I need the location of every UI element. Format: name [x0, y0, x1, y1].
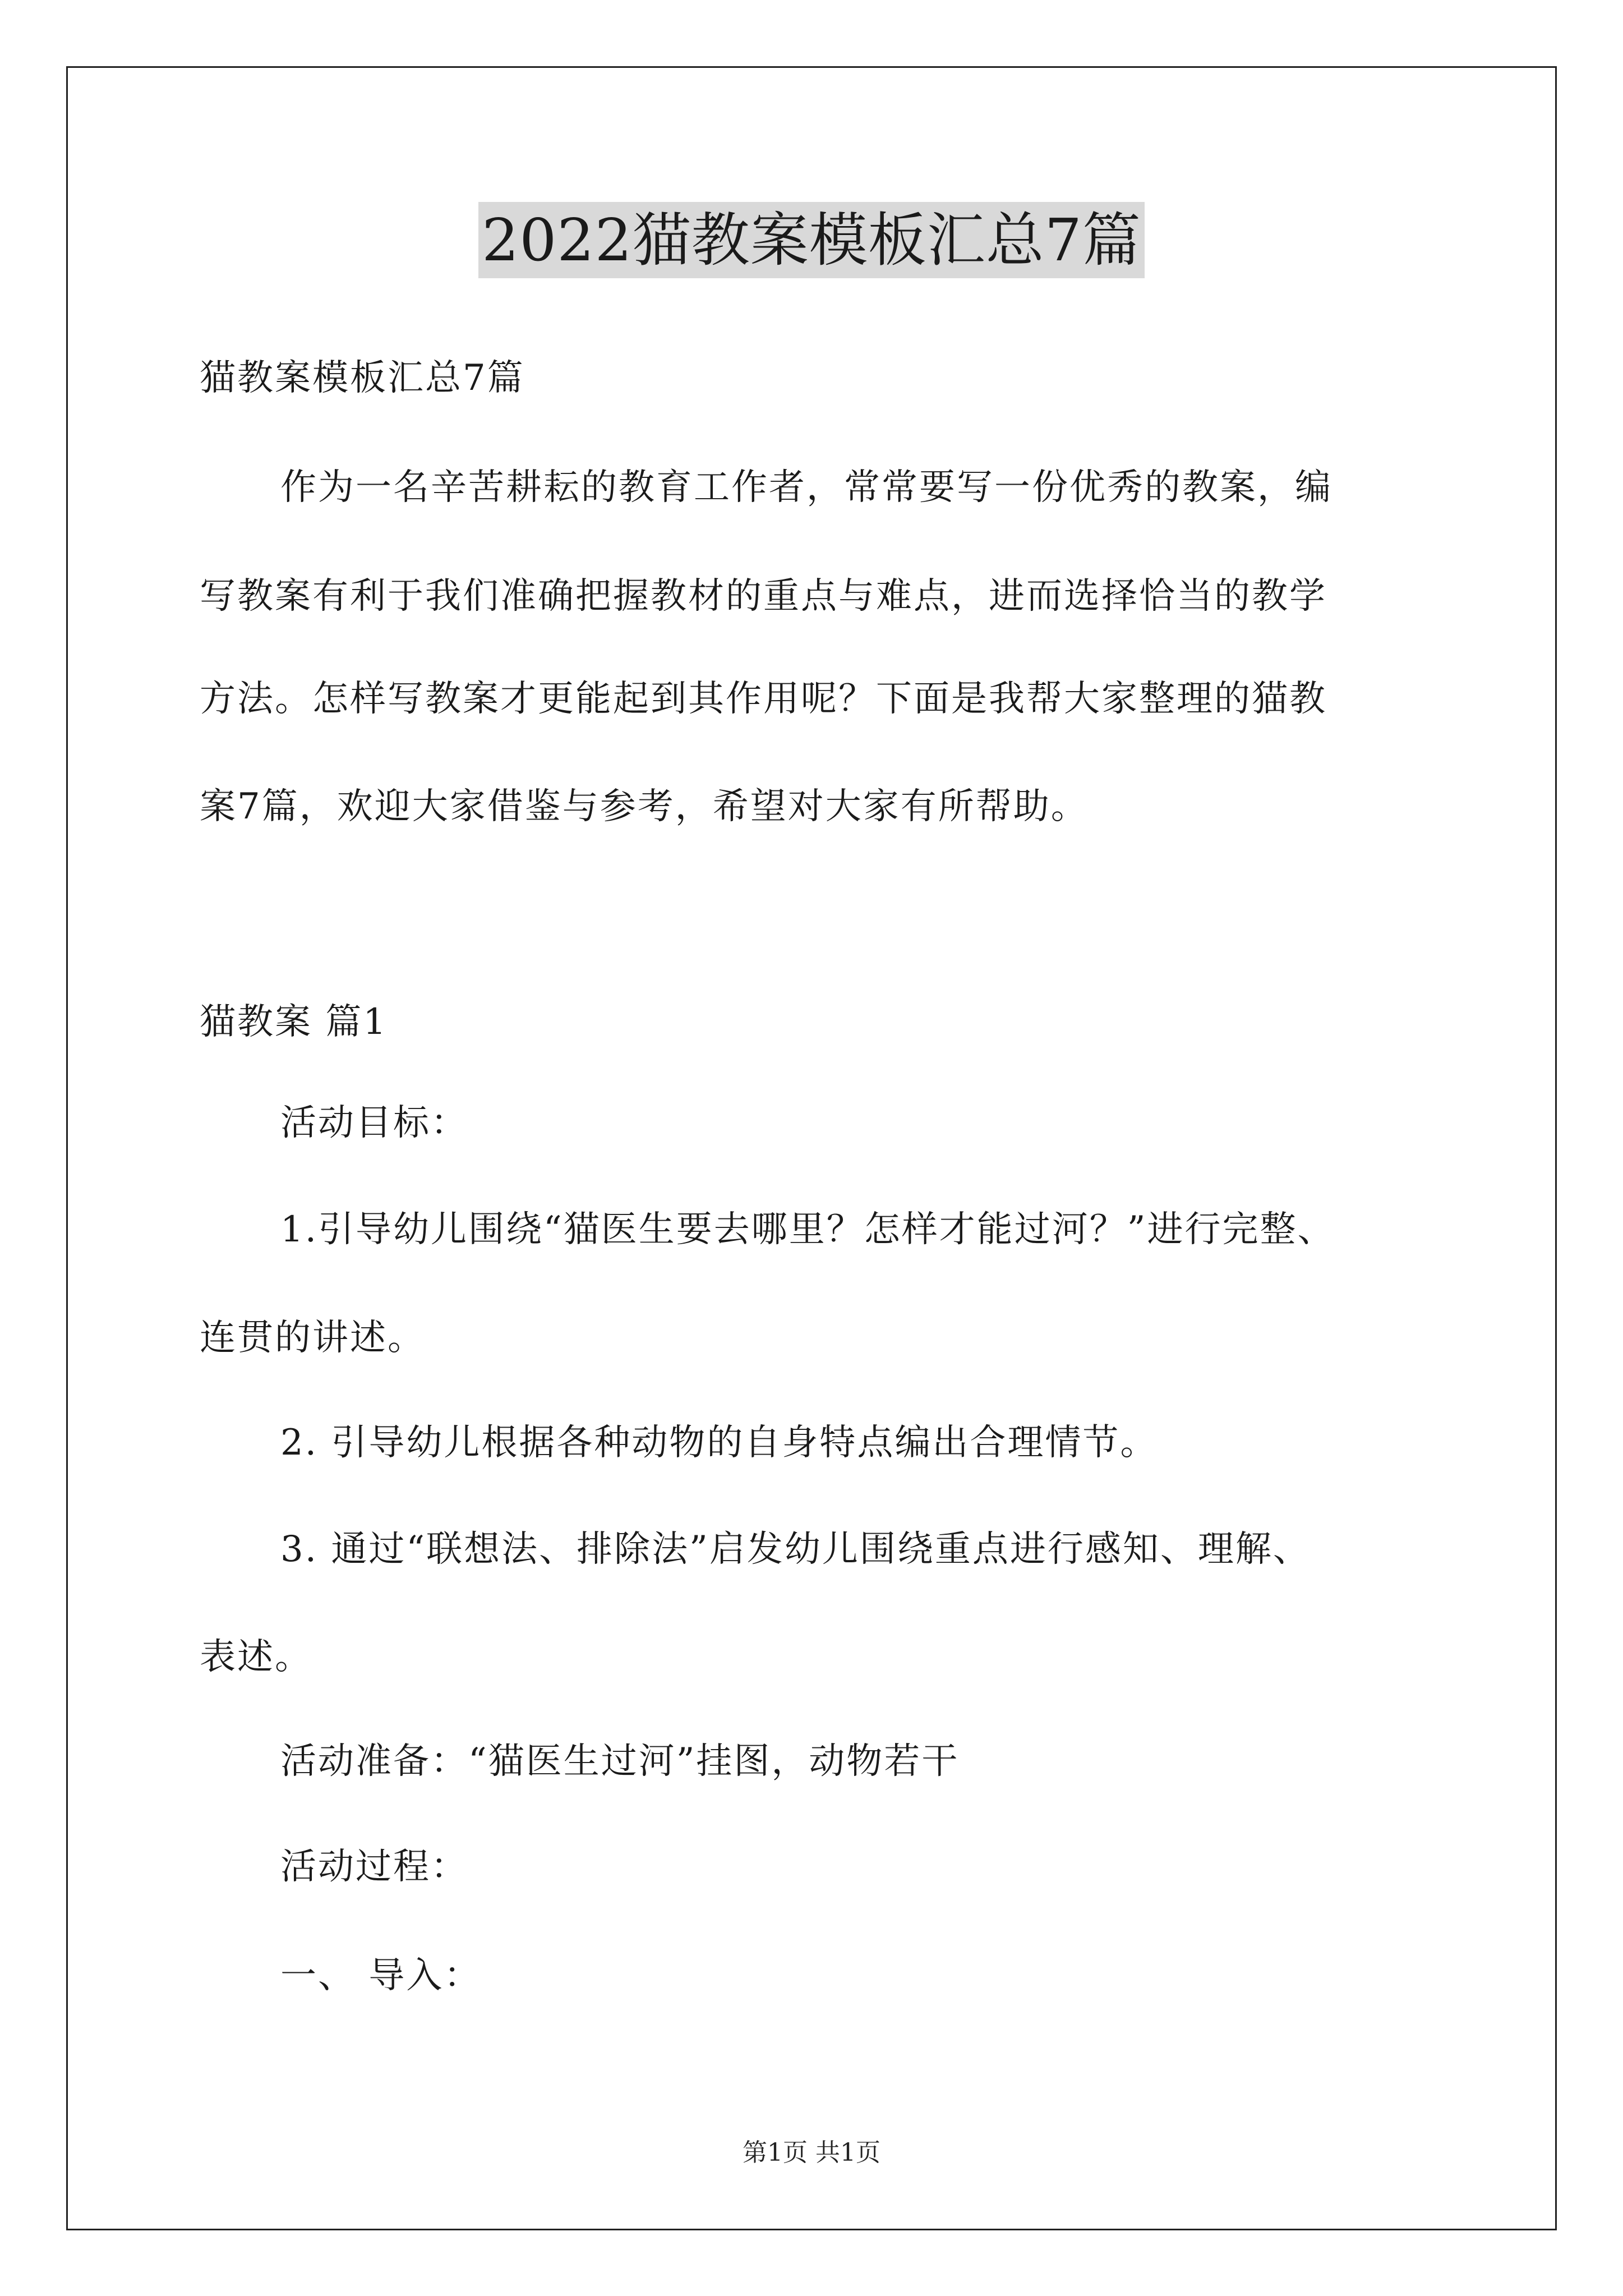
- page-footer: 第1页 共1页: [743, 2138, 880, 2167]
- section-line-objective-3-cont: 表述。: [200, 1636, 312, 1678]
- intro-line-2: 写教案有利于我们准确把握教材的重点与难点，进而选择恰当的教学: [200, 576, 1327, 617]
- document-subtitle: 猫教案模板汇总7篇: [200, 357, 525, 399]
- section-line-preparation: 活动准备：“猫医生过河”挂图，动物若干: [280, 1741, 960, 1782]
- section-line-objective-2: 2. 引导幼儿根据各种动物的自身特点编出合理情节。: [280, 1422, 1158, 1464]
- section-line-intro-step: 一、 导入：: [280, 1955, 482, 1996]
- section-line-objective-3: 3. 通过“联想法、排除法”启发幼儿围绕重点进行感知、理解、: [280, 1529, 1311, 1570]
- section-line-objective-1-cont: 连贯的讲述。: [200, 1317, 425, 1359]
- section-line-objective-1: 1.引导幼儿围绕“猫医生要去哪里？怎样才能过河？”进行完整、: [280, 1209, 1335, 1250]
- intro-line-3: 方法。怎样写教案才更能起到其作用呢？下面是我帮大家整理的猫教: [200, 678, 1327, 720]
- title-container: [0, 202, 1623, 278]
- intro-line-4: 案7篇，欢迎大家借鉴与参考，希望对大家有所帮助。: [200, 786, 1089, 827]
- section-line-process: 活动过程：: [280, 1846, 468, 1888]
- document-title: 2022猫教案模板汇总7篇: [478, 202, 1145, 278]
- intro-line-1: 作为一名辛苦耕耘的教育工作者，常常要写一份优秀的教案，编: [280, 467, 1332, 508]
- section-line-objectives: 活动目标：: [280, 1102, 468, 1144]
- section-heading: 猫教案 篇1: [200, 1001, 388, 1043]
